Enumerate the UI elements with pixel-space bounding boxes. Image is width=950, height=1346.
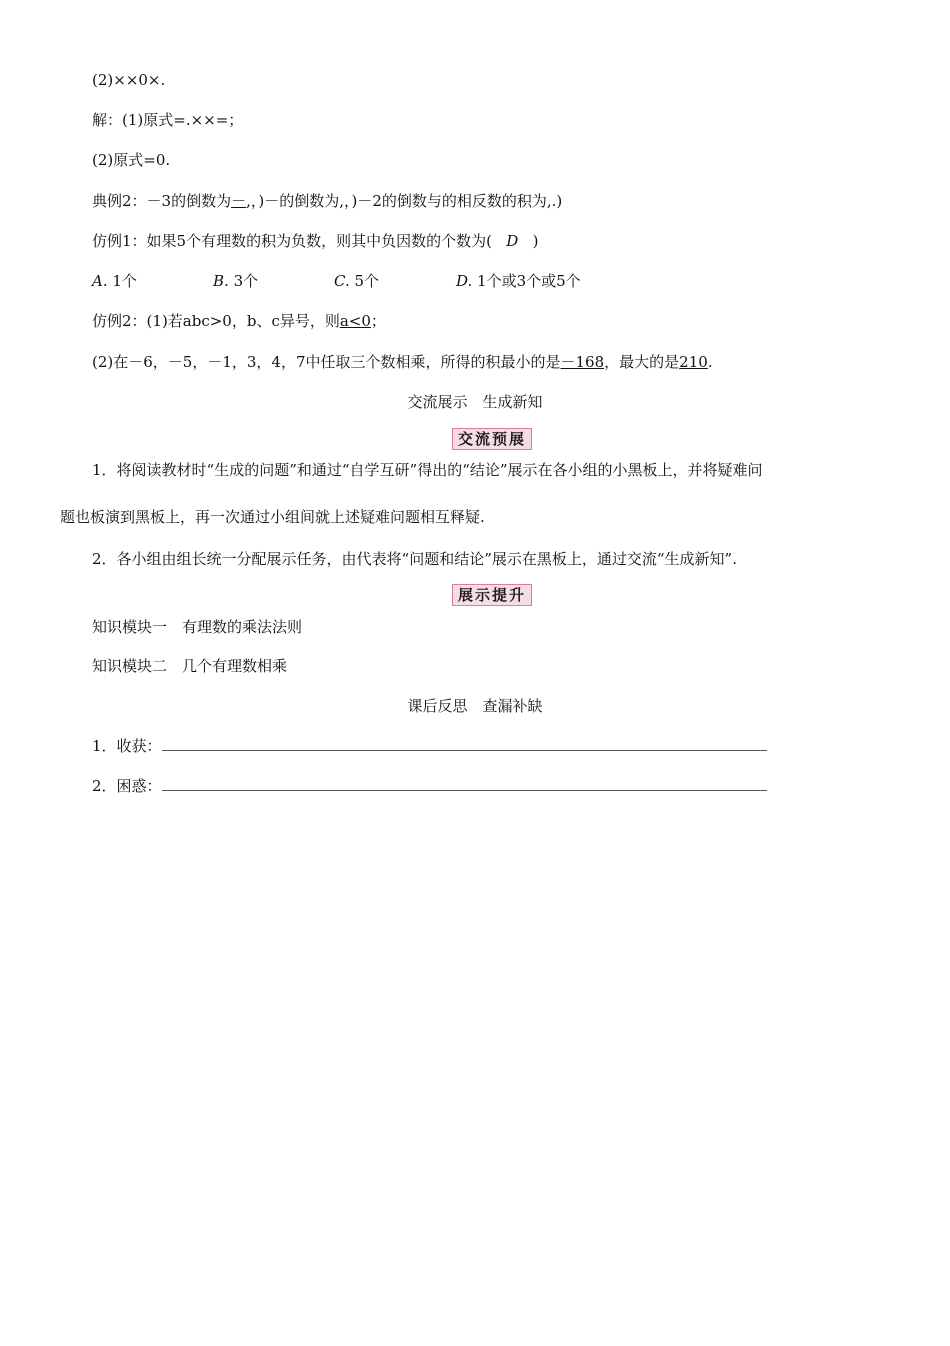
paragraph-1-line-1: 1．将阅读教材时“生成的问题”和通过“自学互研”得出的“结论”展示在各小组的小黑板上，并将疑难问 [92, 461, 763, 479]
solution-result-line: (2)原式=0. [92, 151, 171, 169]
reflection-gains-line [92, 736, 767, 756]
practice-2-part2-line [92, 352, 713, 372]
option-c [334, 271, 379, 291]
reflection-confusion-label: 2．困惑： [92, 777, 162, 795]
badge-show-improve: 展示提升 [452, 584, 532, 606]
knowledge-module-1: 知识模块一 有理数的乘法法则 [92, 618, 303, 636]
option-a [92, 271, 137, 291]
badge-exchange-preview: 交流预展 [452, 428, 532, 450]
option-b-text: 3个 [233, 272, 259, 290]
example-2-answer: － [231, 192, 247, 210]
reflection-gains-blank[interactable] [162, 736, 767, 751]
reflection-confusion-line [92, 776, 767, 796]
part2-mid: ，最大的是 [604, 353, 680, 371]
option-d-text: 1个或3个或5个 [477, 272, 581, 290]
option-b-letter: B. [213, 272, 229, 290]
practice-2-answer: a<0 [339, 312, 371, 330]
option-d [456, 271, 581, 291]
part2-end: . [707, 353, 713, 371]
option-d-letter: D. [456, 272, 473, 290]
example-2-line [92, 191, 562, 211]
paragraph-1-line-2: 题也板演到黑板上，再一次通过小组间就上述疑难问题相互释疑. [60, 508, 485, 526]
part2-question: (2)在－6，－5，－1，3，4，7中任取三个数相乘，所得的积最小的是 [92, 353, 561, 371]
practice-2-end: ； [370, 312, 386, 330]
paragraph-2: 2．各小组由组长统一分配展示任务，由代表将“问题和结论”展示在黑板上，通过交流“生成新知”. [92, 550, 737, 568]
min-product-answer: －168 [560, 353, 605, 371]
example-2-prefix: 典例2：－3的倒数为 [92, 192, 232, 210]
solution-part2-line: (2)××0×. [92, 71, 166, 89]
practice-2-question: 仿例2：(1)若abc>0，b、c异号，则 [92, 312, 340, 330]
reflection-confusion-blank[interactable] [162, 776, 767, 791]
option-a-text: 1个 [112, 272, 137, 290]
practice-2-line [92, 311, 386, 331]
section-heading-exchange: 交流展示 生成新知 [407, 393, 543, 411]
option-c-letter: C. [334, 272, 350, 290]
reflection-gains-label: 1．收获： [92, 737, 162, 755]
solution-header-line: 解：(1)原式=.××=； [92, 111, 244, 129]
option-a-letter: A. [92, 272, 108, 290]
max-product-answer: 210 [679, 353, 708, 371]
section-heading-reflection: 课后反思 查漏补缺 [407, 697, 543, 715]
option-c-text: 5个 [354, 272, 380, 290]
example-2-rest: ,，)－的倒数为,，)－2的倒数与的相反数的积为,.) [246, 192, 563, 210]
practice-1-close: ) [532, 232, 539, 250]
option-b [213, 271, 258, 291]
practice-1-line [92, 231, 538, 251]
practice-1-question: 仿例1：如果5个有理数的积为负数，则其中负因数的个数为( [92, 232, 492, 250]
knowledge-module-2: 知识模块二 几个有理数相乘 [92, 657, 288, 675]
practice-1-answer: D [506, 232, 519, 250]
